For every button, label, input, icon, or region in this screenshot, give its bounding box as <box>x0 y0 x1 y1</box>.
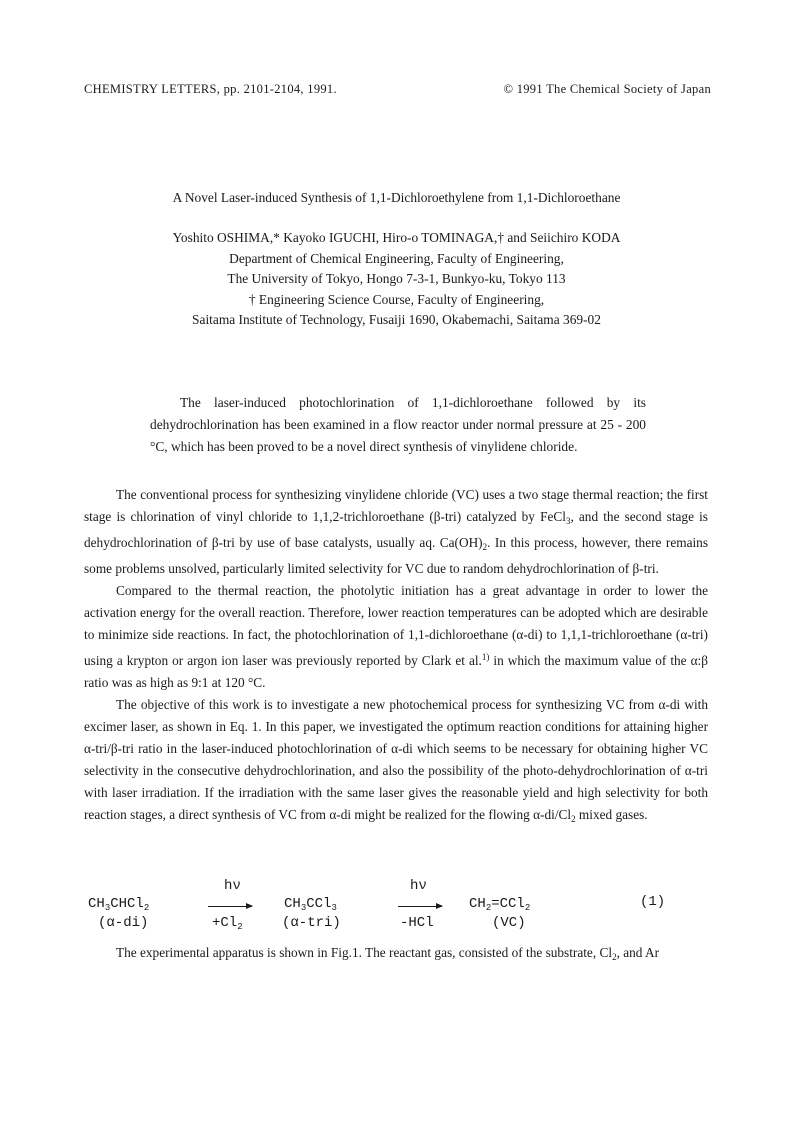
arrow-1-light: hν <box>224 878 241 894</box>
paragraph-1: The conventional process for synthesizing vinylidene chloride (VC) uses a two stage thermal reaction; the first stage is chlorination of vinyl chloride to 1,1,2-trichloroethane (β-tri) catalyzed by FeCl$_3$, and the second stage is dehydrochlorination of β-tri by use of base catalysts, usually aq. $Ca(OH)_2$. In this process, however, there remains some problems unsolved, particularly limited selectivity for VC due to random dehydrochlorination of β-tri. <box>84 487 709 576</box>
reference-marker: 1) <box>481 652 490 662</box>
paragraph-2: Compared to the thermal reaction, the photolytic initiation has a great advantage in order to lower the activation energy for the overall reaction. Therefore, lower reaction temperatures can be adopted which are desirable to minimize side reactions. In fact, the photochlorination of 1,1-dichloroethane (α-di) to 1,1,1-trichloroethane (α-tri) using a krypton or argon ion laser was previously reported by Clark et al.$^{1)}$ in which the maximum value of the α:β ratio was as high as 9:1 at 120 °C. <box>84 583 708 690</box>
arrow-2-byproduct: -HCl <box>400 915 434 931</box>
reactant-formula: $CH_3CHCl_2$ <box>88 896 150 913</box>
reaction-equation <box>84 878 708 936</box>
intermediate-formula: $CH_3CCl_3$ <box>284 896 337 913</box>
arrow-2 <box>398 906 442 907</box>
author-names: Yoshito OSHIMA,* Kayoko IGUCHI, Hiro-o TOMINAGA,† and Seiichiro KODA <box>172 230 621 245</box>
paper-title: A Novel Laser-induced Synthesis of 1,1-Dichloroethylene from 1,1-Dichloroethane <box>172 190 621 205</box>
affiliation-line-3: † Engineering Science Course, Faculty of Engineering, <box>248 291 545 307</box>
arrow-1-reagent: $+Cl_2$ <box>212 915 243 932</box>
journal-citation: CHEMISTRY LETTERS, pp. 2101-2104, 1991. <box>84 82 337 96</box>
paragraph-3: The objective of this work is to investigate a new photochemical process for synthesizing VC from α-di with excimer laser, as shown in Eq. 1. In this paper, we investigated the optimum reaction conditions for attaining higher α-tri/β-tri ratio in the laser-induced photochlorination of α-di which seems to be necessary for obtaining higher VC selectivity in the consecutive dehydrochlorination, and also the possibility of the photo-dehydrochlorination of α-tri with laser irradiation. If the irradiation with the same laser gives the reasonable yield and high selectivity for both reaction stages, a direct synthesis of VC from α-di might be realized for the flowing $\alpha-di/Cl_2$ mixed gases. <box>84 697 708 824</box>
author-block <box>0 228 793 331</box>
product-label: (VC) <box>492 915 526 931</box>
running-header <box>84 82 711 98</box>
affiliation-line-1: Department of Chemical Engineering, Faculty of Engineering, <box>229 250 564 266</box>
affiliation-line-4: Saitama Institute of Technology, Fusaiji 1690, Okabemachi, Saitama 369-02 <box>192 312 601 327</box>
arrow-2-light: hν <box>410 878 427 894</box>
copyright-notice: © 1991 The Chemical Society of Japan <box>503 82 711 96</box>
affiliation-line-2: The University of Tokyo, Hongo 7-3-1, Bunkyo-ku, Tokyo 113 <box>227 271 566 286</box>
arrow-1 <box>208 906 252 907</box>
reactant-label: (α-di) <box>98 915 149 931</box>
intermediate-label: (α-tri) <box>282 915 341 931</box>
body-text <box>84 484 708 830</box>
equation-number: (1) <box>640 894 666 910</box>
abstract: The laser-induced photochlorination of 1,1-dichloroethane followed by its dehydrochlorination has been examined in a flow reactor under normal pressure at 25 - 200 °C, which has been proved to be a novel direct synthesis of vinylidene chloride. <box>150 395 646 454</box>
paragraph-4: The experimental apparatus is shown in Fig.1. The reactant gas, consisted of the substrate, $Cl_2$, and Ar <box>116 945 660 962</box>
product-formula: $CH_2=CCl_2$ <box>469 896 531 913</box>
